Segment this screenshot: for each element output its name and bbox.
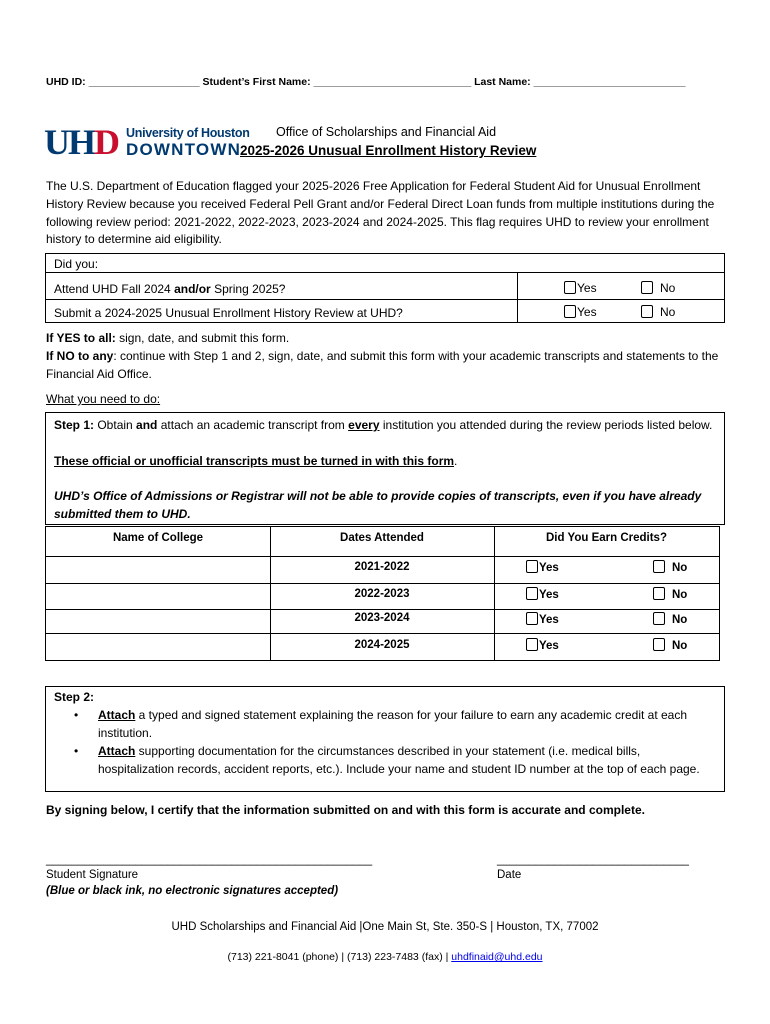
- checkbox-icon[interactable]: [653, 638, 665, 651]
- credits-yes-option[interactable]: [526, 586, 559, 604]
- logo-letter-u: U: [44, 122, 68, 162]
- no-label: No: [672, 562, 688, 574]
- step1-text: [54, 416, 714, 434]
- checkbox-icon[interactable]: [564, 305, 576, 318]
- checkbox-icon[interactable]: [653, 612, 665, 625]
- checkbox-icon[interactable]: [526, 638, 538, 651]
- official-period: .: [454, 454, 458, 468]
- registrar-warning: UHD’s Office of Admissions or Registrar will not be able to provide copies of transcripts, even if you have already submitted them to UHD.: [54, 489, 702, 521]
- credits-no-option[interactable]: [653, 637, 687, 655]
- official-transcripts-bold: These official or unofficial transcripts must be turned in with this form: [54, 454, 455, 468]
- footer-address: UHD Scholarships and Financial Aid |One Main St, Ste. 350-S | Houston, TX, 77002: [171, 921, 599, 933]
- yes-label: Yes: [539, 562, 559, 574]
- no-label: No: [672, 640, 688, 652]
- uhd-logo: [44, 122, 250, 162]
- checkbox-icon[interactable]: [526, 587, 538, 600]
- college-table: [45, 526, 720, 661]
- checkbox-icon[interactable]: [653, 587, 665, 600]
- form-title: 2025-2026 Unusual Enrollment History Review: [240, 143, 537, 158]
- footer-phone-fax: (713) 221-8041 (phone) | (713) 223-7483 (fax) |: [227, 951, 452, 963]
- step1-box: [45, 412, 725, 525]
- college-name-cell[interactable]: [46, 610, 269, 633]
- no-label: No: [672, 589, 688, 601]
- logo-letter-h: H: [68, 122, 95, 162]
- need-to-do-heading: What you need to do:: [46, 392, 161, 406]
- step2-list: [54, 706, 714, 778]
- checkbox-icon[interactable]: [526, 560, 538, 573]
- yes-label: Yes: [539, 640, 559, 652]
- uhd-letters: [44, 124, 118, 160]
- q1-text: Attend UHD Fall 2024: [54, 282, 175, 296]
- yes-label: Yes: [577, 305, 597, 319]
- checkbox-icon[interactable]: [653, 560, 665, 573]
- office-name: Office of Scholarships and Financial Aid: [276, 125, 497, 139]
- if-yes-line: [46, 329, 730, 347]
- date-line[interactable]: ______________________________: [497, 854, 689, 866]
- credits-yes-option[interactable]: [526, 637, 559, 655]
- step1-and: and: [136, 418, 158, 432]
- step1-every: every: [348, 418, 380, 432]
- q2-yes-option[interactable]: [564, 303, 597, 321]
- certification-statement: By signing below, I certify that the information submitted on and with this form is accurate and complete.: [46, 803, 645, 817]
- credits-yes-option[interactable]: [526, 559, 559, 577]
- instructions: [46, 329, 730, 383]
- no-label: No: [672, 614, 688, 626]
- if-no-bold: If NO to any: [46, 349, 114, 363]
- q1-yes-option[interactable]: [564, 279, 597, 297]
- yes-label: Yes: [539, 614, 559, 626]
- dates-attended-cell: 2023-2024: [354, 612, 410, 624]
- no-label: No: [660, 281, 676, 295]
- dates-attended-cell: 2024-2025: [354, 639, 410, 651]
- if-yes-text: sign, date, and submit this form.: [115, 331, 290, 345]
- step1-label: Step 1:: [54, 418, 95, 432]
- college-name-cell[interactable]: [46, 634, 269, 660]
- logo-campus-name: DOWNTOWN: [126, 140, 242, 159]
- credits-no-option[interactable]: [653, 586, 687, 604]
- email-link[interactable]: uhdfinaid@uhd.edu: [451, 951, 543, 963]
- col-header-dates: Dates Attended: [340, 532, 424, 544]
- question-attend-uhd: [54, 280, 285, 298]
- no-label: No: [660, 305, 676, 319]
- step2-item-text: a typed and signed statement explaining the reason for your failure to earn any academic credit at each institution.: [98, 708, 688, 740]
- col-header-college: Name of College: [112, 532, 204, 544]
- logo-university-name: University of Houston: [126, 126, 250, 140]
- col-header-credits: Did You Earn Credits?: [546, 532, 667, 544]
- q1-no-option[interactable]: [641, 279, 675, 297]
- credits-yes-option[interactable]: [526, 611, 559, 629]
- attach-bold: Attach: [98, 708, 136, 722]
- step2-item-statement: [54, 706, 714, 742]
- checkbox-icon[interactable]: [641, 281, 653, 294]
- did-you-table: [45, 253, 725, 323]
- signature-label: Student Signature: [46, 869, 139, 881]
- checkbox-icon[interactable]: [526, 612, 538, 625]
- step2-item-text: supporting documentation for the circumstances described in your statement (i.e. medical bills, hospitalization records, accident reports, etc.). Include your name and student ID number at the top of each page.: [98, 744, 700, 776]
- step1-t3: institution you attended during the review periods listed below.: [379, 418, 713, 432]
- step1-t2: attach an academic transcript from: [157, 418, 349, 432]
- bullet-icon: •: [74, 708, 79, 722]
- step2-box: [45, 686, 725, 792]
- logo-letter-d: D: [94, 122, 119, 162]
- yes-label: Yes: [539, 589, 559, 601]
- signature-note: (Blue or black ink, no electronic signatures accepted): [46, 885, 339, 897]
- footer-contact: [0, 949, 770, 965]
- if-no-line: [46, 347, 730, 383]
- checkbox-icon[interactable]: [564, 281, 576, 294]
- bullet-icon: •: [74, 744, 79, 758]
- yes-label: Yes: [577, 281, 597, 295]
- official-transcripts-note: [54, 452, 457, 470]
- if-no-text: : continue with Step 1 and 2, sign, date, and submit this form with your academic transcripts and statements to the Financial Aid Office.: [46, 349, 719, 381]
- credits-no-option[interactable]: [653, 611, 687, 629]
- signature-line[interactable]: ___________________________________________________: [46, 854, 373, 866]
- dates-attended-cell: 2021-2022: [354, 561, 410, 573]
- q1-text-end: Spring 2025?: [210, 282, 286, 296]
- question-submit-review: Submit a 2024-2025 Unusual Enrollment History Review at UHD?: [54, 306, 403, 320]
- college-name-cell[interactable]: [46, 584, 269, 609]
- step1-t1: Obtain: [94, 418, 137, 432]
- checkbox-icon[interactable]: [641, 305, 653, 318]
- step2-item-documentation: [54, 742, 714, 778]
- if-yes-bold: If YES to all:: [46, 331, 116, 345]
- dates-attended-cell: 2022-2023: [354, 588, 410, 600]
- college-name-cell[interactable]: [46, 557, 269, 583]
- step2-label: Step 2:: [54, 690, 95, 704]
- q2-no-option[interactable]: [641, 303, 675, 321]
- credits-no-option[interactable]: [653, 559, 687, 577]
- did-you-heading: Did you:: [54, 257, 99, 271]
- attach-bold: Attach: [98, 744, 136, 758]
- q1-bold: and/or: [174, 282, 211, 296]
- date-label: Date: [497, 869, 522, 881]
- intro-paragraph: The U.S. Department of Education flagged your 2025-2026 Free Application for Federal Student Aid for Unusual Enrollment History Review because you received Federal Pell Grant and/or Federal Direct Loan funds from multiple institutions during the following review period: 2021-2022, 2022-2023, 2023-2024 and 2024-2025. This flag requires UHD to review your enrollment history to determine aid eligibility.: [46, 179, 715, 247]
- student-id-name-line[interactable]: UHD ID: ___________________ Student’s First Name: ___________________________ Last Name: __________________________: [46, 76, 686, 88]
